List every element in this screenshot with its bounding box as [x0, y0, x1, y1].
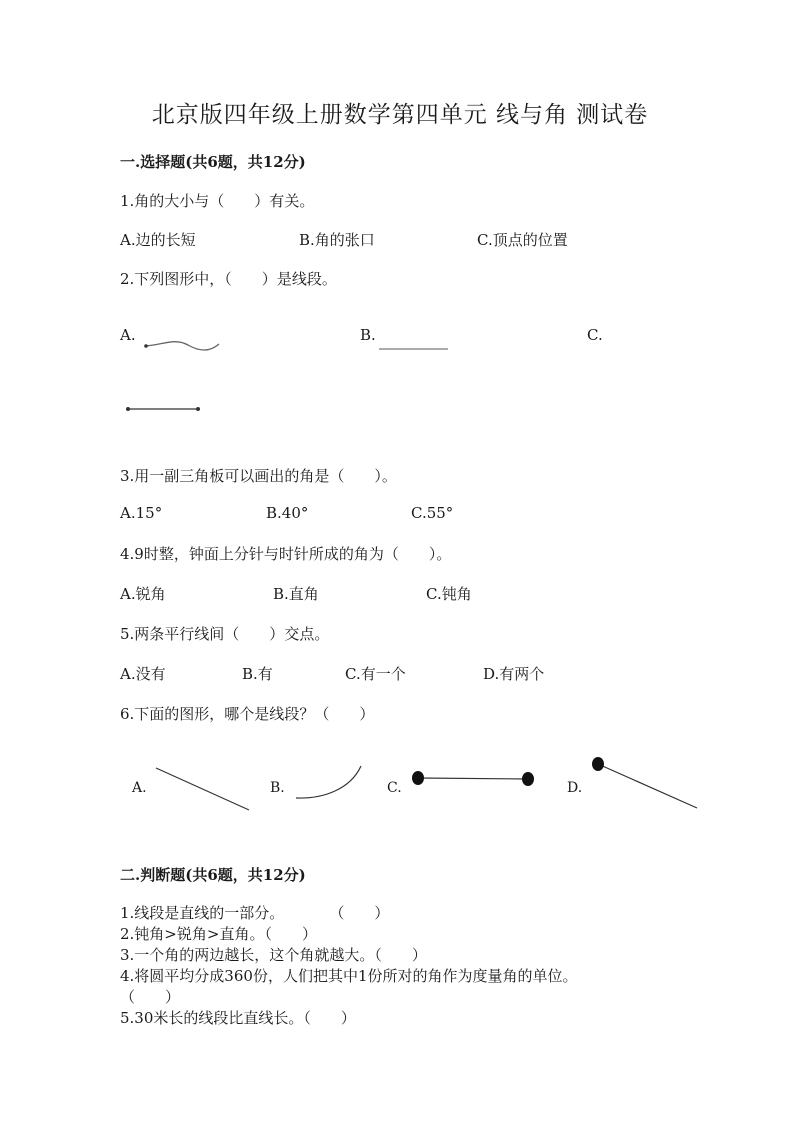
question-3-option-c[interactable]: C.55°	[411, 504, 454, 522]
judge-item-3: 3.一个角的两边越长，这个角就越大。（ ）	[120, 946, 427, 964]
question-1-option-b[interactable]: B.角的张口	[299, 231, 375, 249]
question-1-stem: 1.角的大小与（ ）有关。	[120, 192, 315, 210]
page-title: 北京版四年级上册数学第四单元 线与角 测试卷	[151, 102, 649, 128]
question-6-stem: 6.下面的图形，哪个是线段？（ ）	[120, 705, 375, 723]
judge-item-4-answer: （ ）	[120, 988, 181, 1006]
question-4-option-a[interactable]: A.锐角	[120, 585, 166, 603]
question-3-option-b[interactable]: B.40°	[266, 504, 309, 522]
question-6-option-a[interactable]: A.	[132, 780, 147, 796]
q6-c-segment	[418, 778, 528, 779]
question-5-option-a[interactable]: A.没有	[120, 665, 166, 683]
question-6-option-d[interactable]: D.	[567, 780, 583, 796]
question-4-stem: 4.9时整，钟面上分针与时针所成的角为（ ）。	[120, 545, 452, 563]
q6-c-endpoint-right	[522, 772, 534, 786]
question-4-option-b[interactable]: B.直角	[273, 585, 319, 603]
question-5-stem: 5.两条平行线间（ ）交点。	[120, 625, 330, 643]
question-2-stem: 2.下列图形中，（ ）是线段。	[120, 270, 337, 288]
question-2-option-a[interactable]: A.	[120, 326, 136, 344]
judge-item-1: 1.线段是直线的一部分。 （ ）	[120, 904, 390, 922]
question-2-option-b[interactable]: B.	[360, 326, 376, 344]
section-heading-judge: 二.判断题(共6题，共12分)	[120, 866, 306, 884]
question-5-option-d[interactable]: D.有两个	[483, 665, 545, 683]
question-3-stem: 3.用一副三角板可以画出的角是（ ）。	[120, 467, 397, 485]
judge-item-4: 4.将圆平均分成360份，人们把其中1份所对的角作为度量角的单位。	[120, 967, 578, 985]
judge-item-2: 2.钝角>锐角>直角。（ ）	[120, 925, 317, 943]
q6-c-endpoint-left	[412, 771, 424, 785]
question-5-option-b[interactable]: B.有	[242, 665, 273, 683]
question-4-option-c[interactable]: C.钝角	[426, 585, 472, 603]
judge-item-5: 5.30米长的线段比直线长。（ ）	[120, 1009, 356, 1027]
q6-a-line	[156, 768, 249, 810]
question-6-option-b[interactable]: B.	[270, 780, 285, 796]
section-heading-choice: 一.选择题(共6题，共12分)	[120, 153, 306, 171]
q6-d-ray	[598, 764, 697, 808]
question-5-option-c[interactable]: C.有一个	[345, 665, 406, 683]
q6-b-curve	[296, 766, 361, 798]
question-1-option-c[interactable]: C.顶点的位置	[477, 231, 568, 249]
question-2-option-c[interactable]: C.	[587, 326, 603, 344]
question-1-option-a[interactable]: A.边的长短	[120, 231, 196, 249]
question-6-option-c[interactable]: C.	[387, 780, 402, 796]
question-3-option-a[interactable]: A.15°	[120, 504, 163, 522]
q6-d-endpoint	[592, 757, 604, 771]
